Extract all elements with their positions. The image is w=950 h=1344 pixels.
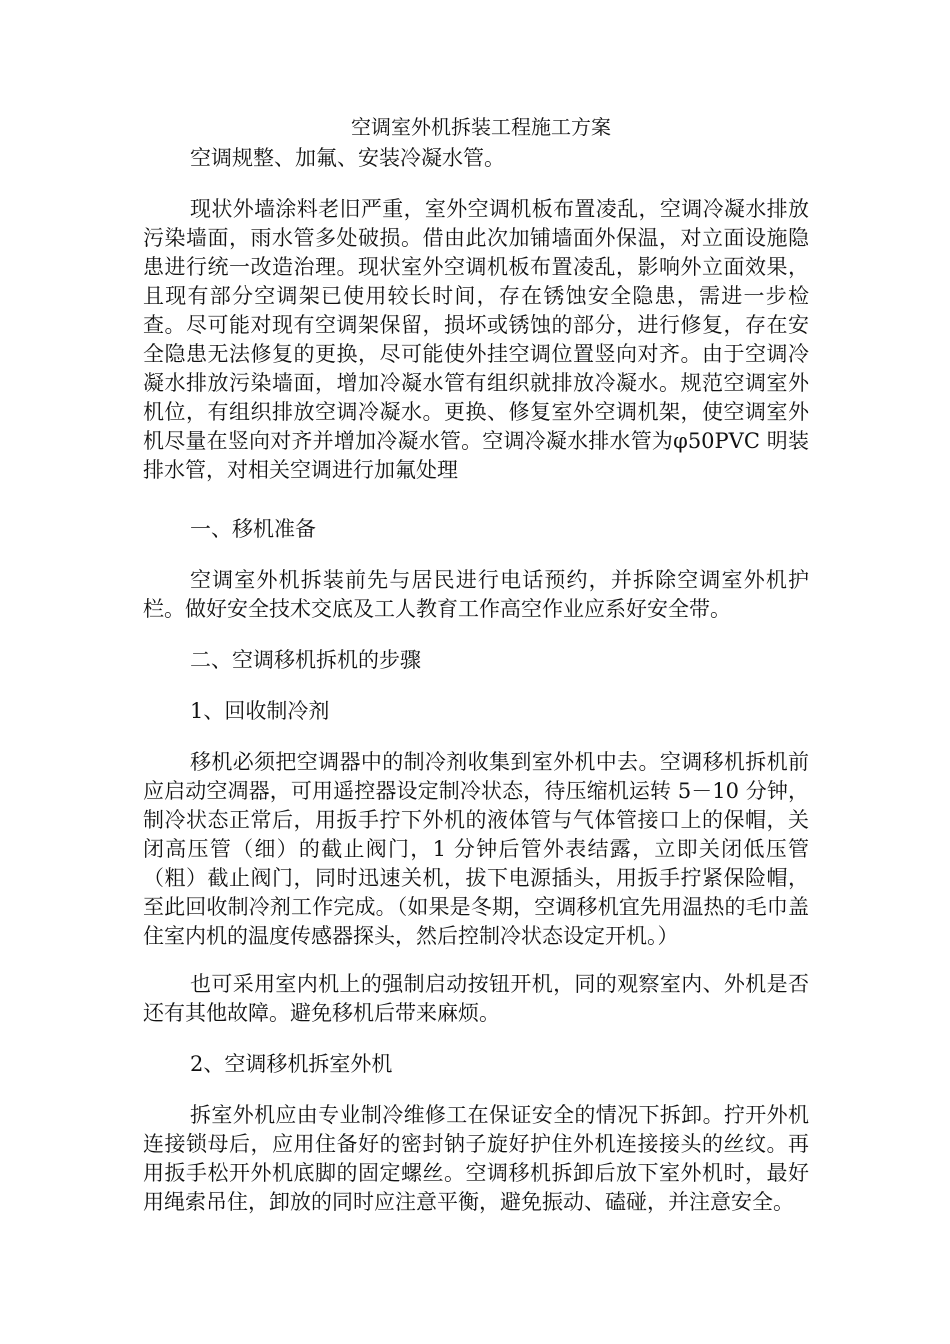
paragraph-summary: 空调规整、加氟、安装冷凝水管。	[190, 146, 505, 170]
heading-step-1: 1、回收制冷剂	[190, 699, 330, 723]
paragraph-refrigerant-recovery: 移机必须把空调器中的制冷剂收集到室外机中去。空调移机拆机前应启动空凋器，可用遥控器设定制冷状态，待压缩机运转 5－10 分钟，制冷状态正常后，用扳手拧下外机的液体管与气体管接口上的保帽，关闭高压管（细）的截止阀门，1 分钟后管外表结露，立即关闭低压管（粗）截止阀门，同时迅速关机，拔下电源插头，用扳手拧紧保险帽，至此回收制冷剂工作完成。（如果是冬期，空调移机宜先用温热的毛巾盖住室内机的温度传感器探头，然后控制冷状态设定开机。）	[143, 750, 809, 948]
paragraph-outdoor-unit-removal: 拆室外机应由专业制冷维修工在保证安全的情况下拆卸。拧开外机连接锁母后，应用住备好的密封钠子旋好护住外机连接接头的丝纹。再用扳手松开外机底脚的固定螺丝。空调移机拆卸后放下室外机时，最好用绳索吊住，卸放的同时应注意平衡，避免振动、磕碰，并注意安全。	[143, 1103, 809, 1214]
heading-section-1: 一、移机准备	[190, 517, 316, 541]
document-title: 空调室外机拆装工程施工方案	[351, 115, 611, 139]
paragraph-forced-start: 也可采用室内机上的强制启动按钮开机，同的观察室内、外机是否还有其他故障。避免移机后带来麻烦。	[143, 972, 809, 1025]
document-body	[143, 112, 809, 1217]
heading-section-2: 二、空调移机拆机的步骤	[190, 648, 421, 672]
heading-step-2: 2、空调移机拆室外机	[190, 1052, 393, 1076]
paragraph-preparation: 空调室外机拆装前先与居民进行电话预约，并拆除空调室外机护栏。做好安全技术交底及工人教育工作高空作业应系好安全带。	[143, 568, 809, 621]
paragraph-background: 现状外墙涂料老旧严重，室外空调机板布置凌乱，空调冷凝水排放污染墙面，雨水管多处破损。借由此次加铺墙面外保温，对立面设施隐患进行统一改造治理。现状室外空调机板布置凌乱，影响外立面效果，且现有部分空调架已使用较长时间，存在锈蚀安全隐患，需进一步检查。尽可能对现有空调架保留，损坏或锈蚀的部分，进行修复，存在安全隐患无法修复的更换，尽可能使外挂空调位置竖向对齐。由于空调冷凝水排放污染墙面，增加冷凝水管有组织就排放冷凝水。规范空调室外机位，有组织排放空调冷凝水。更换、修复室外空调机架，使空调室外机尽量在竖向对齐并增加冷凝水管。空调冷凝水排水管为φ50PVC 明装排水管，对相关空调进行加氟处理	[143, 197, 809, 482]
